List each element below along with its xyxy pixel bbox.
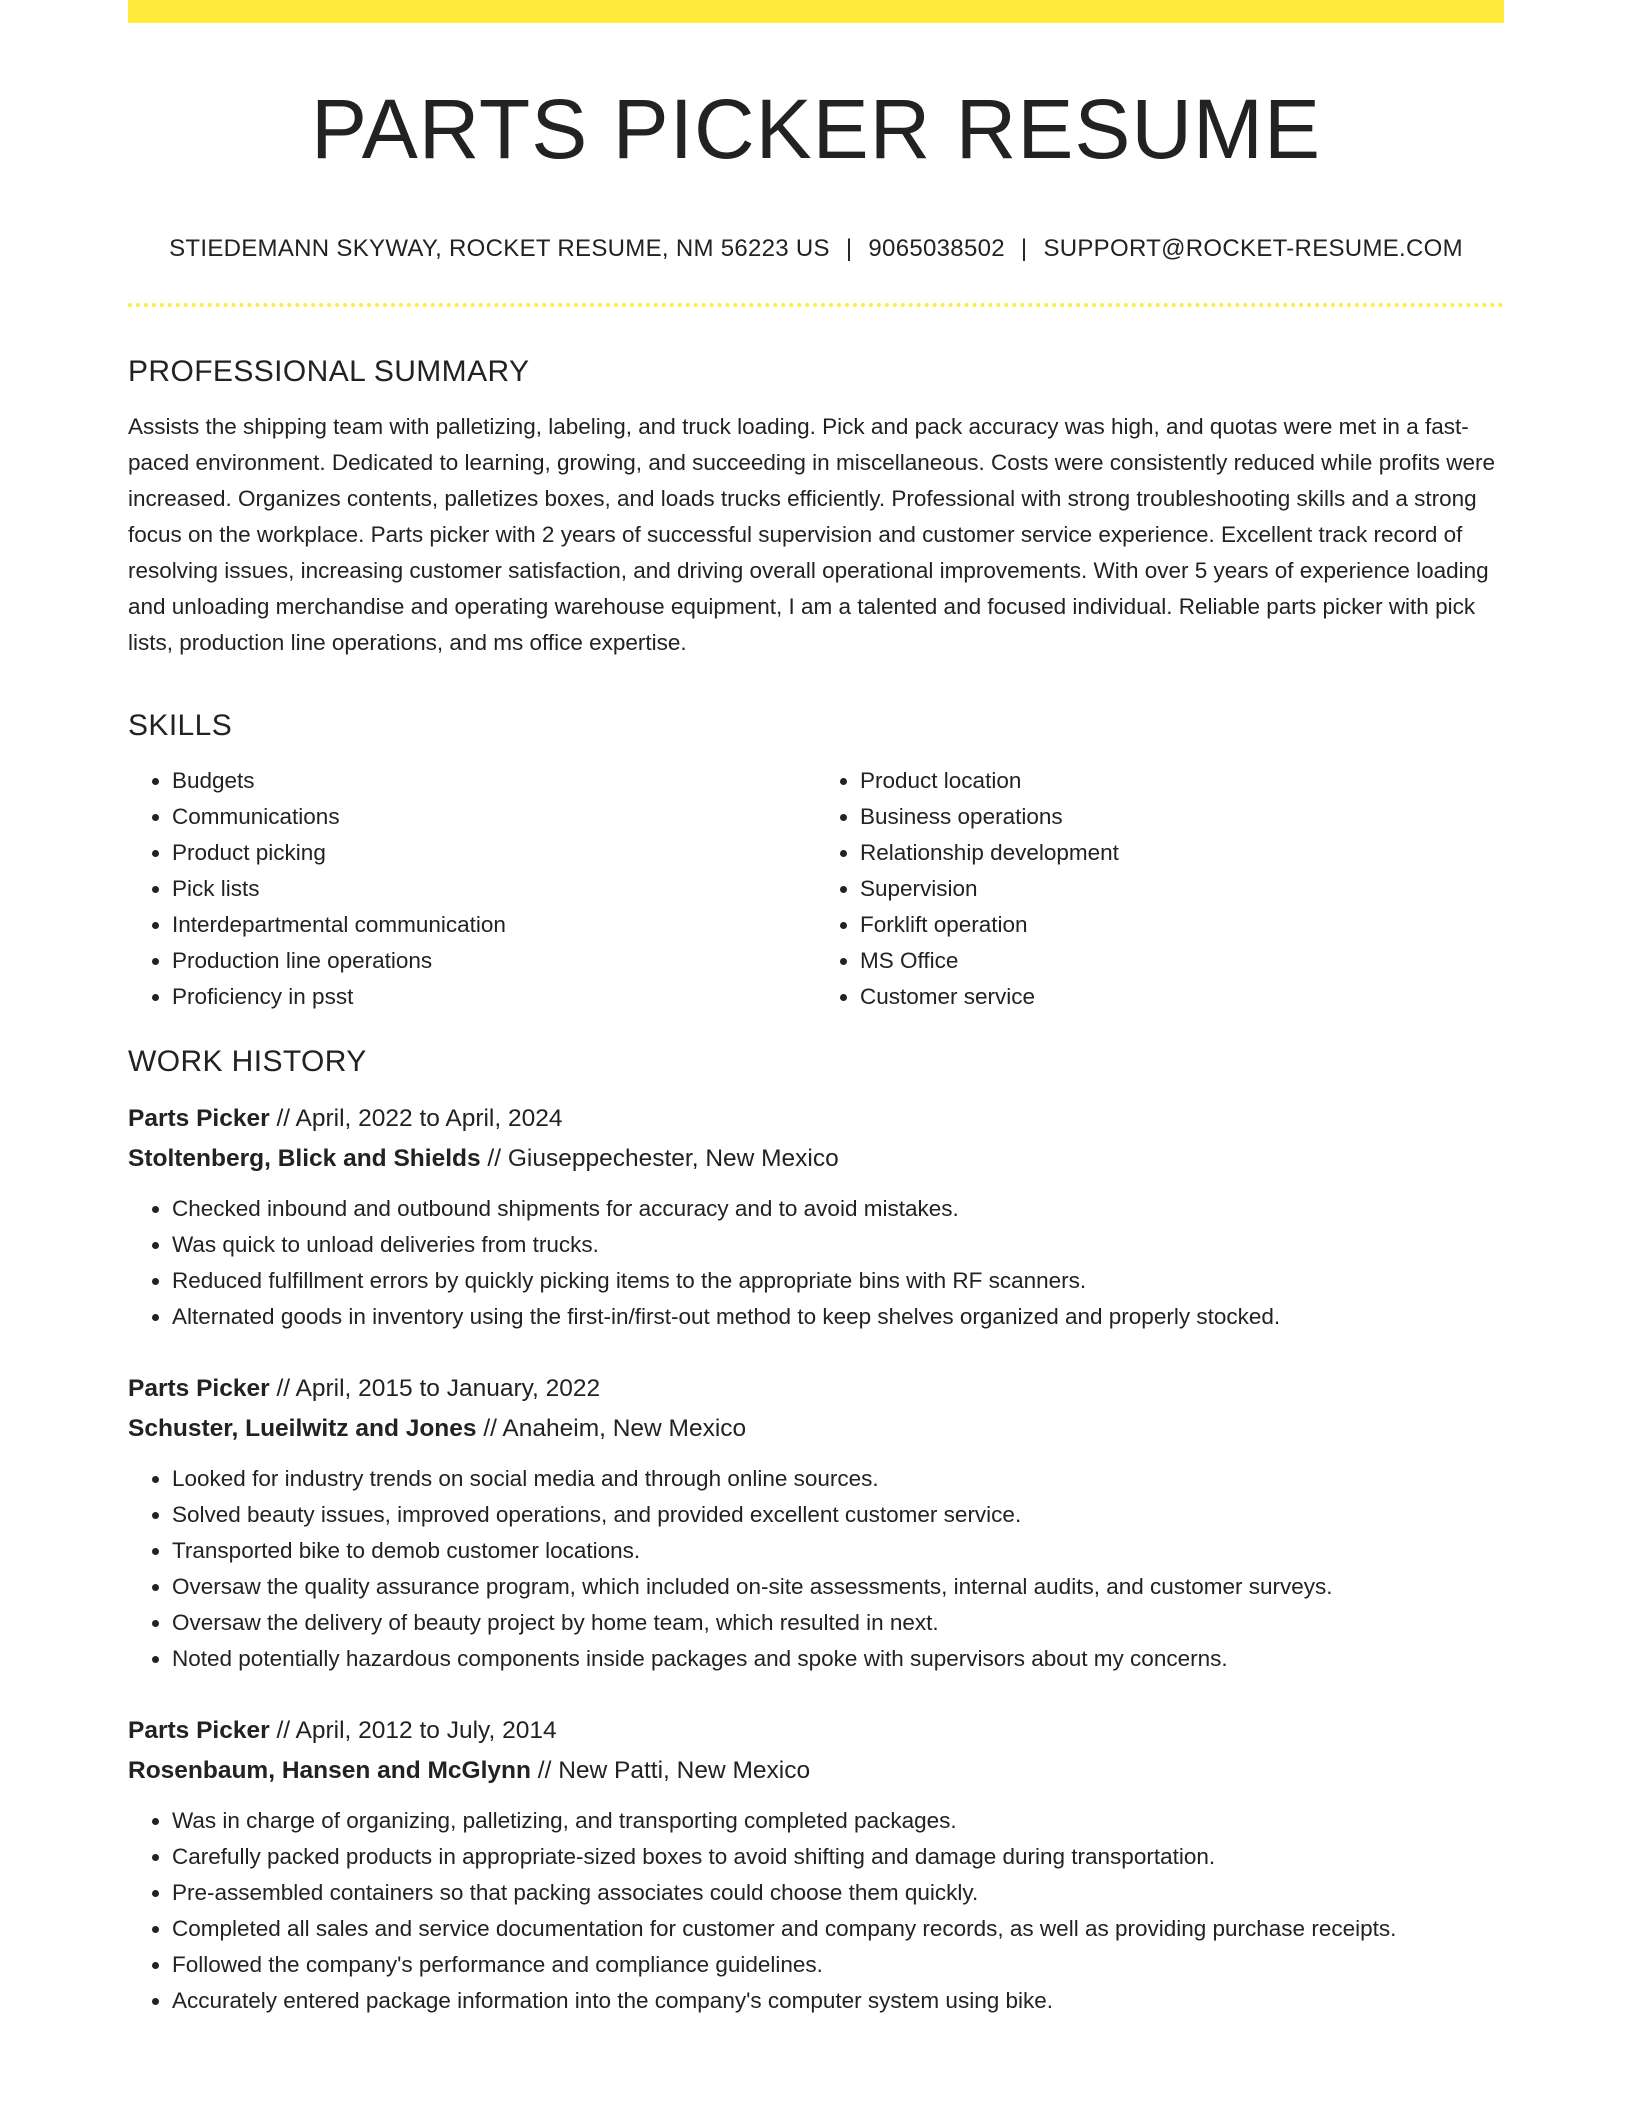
skill-item: • Budgets	[172, 763, 816, 799]
job-bullet: • Noted potentially hazardous components inside packages and spoke with supervisors about my concerns.	[172, 1641, 1504, 1677]
skill-item: • Customer service	[860, 979, 1504, 1015]
skill-item: • Supervision	[860, 871, 1504, 907]
skill-item: • Interdepartmental communication	[172, 907, 816, 943]
contact-email: SUPPORT@ROCKET-RESUME.COM	[1043, 235, 1463, 263]
summary-heading: PROFESSIONAL SUMMARY	[128, 355, 530, 389]
skill-item: • Pick lists	[172, 871, 816, 907]
job-bullets	[128, 1803, 1504, 2019]
job-title: Parts Picker	[128, 1105, 270, 1133]
contact-line	[128, 235, 1504, 263]
job-bullet: • Was quick to unload deliveries from trucks.	[172, 1227, 1504, 1263]
job-entry	[128, 1711, 1504, 2019]
job-entry	[128, 1369, 1504, 1677]
job-company: Schuster, Lueilwitz and Jones	[128, 1415, 477, 1443]
job-location: // Giuseppechester, New Mexico	[487, 1145, 839, 1173]
job-company: Rosenbaum, Hansen and McGlynn	[128, 1757, 531, 1785]
job-bullet: • Alternated goods in inventory using the first-in/first-out method to keep shelves organized and properly stocked.	[172, 1299, 1504, 1335]
job-bullet: • Checked inbound and outbound shipments for accuracy and to avoid mistakes.	[172, 1191, 1504, 1227]
job-company: Stoltenberg, Blick and Shields	[128, 1145, 481, 1173]
job-bullets	[128, 1191, 1504, 1335]
job-company-line	[128, 1139, 1504, 1179]
job-bullet: • Solved beauty issues, improved operations, and provided excellent customer service.	[172, 1497, 1504, 1533]
skill-item: • Relationship development	[860, 835, 1504, 871]
skill-item: • Product location	[860, 763, 1504, 799]
contact-phone: 9065038502	[868, 235, 1005, 263]
job-bullet: • Oversaw the delivery of beauty project by home team, which resulted in next.	[172, 1605, 1504, 1641]
job-location: // Anaheim, New Mexico	[483, 1415, 747, 1443]
skills-right-column	[816, 763, 1504, 1015]
job-bullet: • Was in charge of organizing, palletizing, and transporting completed packages.	[172, 1803, 1504, 1839]
job-bullet: • Reduced fulfillment errors by quickly picking items to the appropriate bins with RF scanners.	[172, 1263, 1504, 1299]
job-entry	[128, 1099, 1504, 1335]
skill-item: • Business operations	[860, 799, 1504, 835]
job-company-line	[128, 1751, 1504, 1791]
job-dates: // April, 2012 to July, 2014	[276, 1717, 557, 1745]
job-title: Parts Picker	[128, 1717, 270, 1745]
skill-item: • Forklift operation	[860, 907, 1504, 943]
contact-separator: |	[1020, 235, 1028, 263]
job-company-line	[128, 1409, 1504, 1449]
job-bullet: • Oversaw the quality assurance program, which included on-site assessments, internal audits, and customer surveys.	[172, 1569, 1504, 1605]
job-bullet: • Completed all sales and service documentation for customer and company records, as well as providing purchase receipts.	[172, 1911, 1504, 1947]
job-bullet: • Looked for industry trends on social media and through online sources.	[172, 1461, 1504, 1497]
job-bullet: • Transported bike to demob customer locations.	[172, 1533, 1504, 1569]
resume-page	[128, 0, 1504, 2019]
skills-grid	[128, 763, 1504, 1015]
top-accent-bar	[128, 0, 1504, 23]
summary-text: Assists the shipping team with palletizing, labeling, and truck loading. Pick and pack accuracy was high, and quotas were met in a fast-paced environment. Dedicated to learning, growing, and succeeding in miscellaneous. Costs were consistently reduced while profits were increased. Organizes contents, palletizes boxes, and loads trucks efficiently. Professional with strong troubleshooting skills and a strong focus on the workplace. Parts picker with 2 years of successful supervision and customer service experience. Excellent track record of resolving issues, increasing customer satisfaction, and driving overall operational improvements. With over 5 years of experience loading and unloading merchandise and operating warehouse equipment, I am a talented and focused individual. Reliable parts picker with pick lists, production line operations, and ms office expertise.	[128, 414, 1495, 656]
contact-address: STIEDEMANN SKYWAY, ROCKET RESUME, NM 56223 US	[169, 235, 830, 263]
skill-item: • Production line operations	[172, 943, 816, 979]
work-history-heading: WORK HISTORY	[128, 1045, 367, 1079]
skill-item: • MS Office	[860, 943, 1504, 979]
job-bullet: • Followed the company's performance and compliance guidelines.	[172, 1947, 1504, 1983]
dotted-divider	[128, 303, 1504, 307]
skills-left-column	[128, 763, 816, 1015]
resume-title: PARTS PICKER RESUME	[310, 82, 1322, 176]
skill-item: • Communications	[172, 799, 816, 835]
job-title-line	[128, 1369, 1504, 1409]
job-title-line	[128, 1099, 1504, 1139]
job-dates: // April, 2015 to January, 2022	[276, 1375, 601, 1403]
job-bullet: • Pre-assembled containers so that packing associates could choose them quickly.	[172, 1875, 1504, 1911]
job-title-line	[128, 1711, 1504, 1751]
skill-item: • Product picking	[172, 835, 816, 871]
job-bullet: • Accurately entered package information into the company's computer system using bike.	[172, 1983, 1504, 2019]
job-bullets	[128, 1461, 1504, 1677]
job-dates: // April, 2022 to April, 2024	[276, 1105, 563, 1133]
skill-item: • Proficiency in psst	[172, 979, 816, 1015]
job-location: // New Patti, New Mexico	[537, 1757, 811, 1785]
contact-separator: |	[845, 235, 853, 263]
job-title: Parts Picker	[128, 1375, 270, 1403]
job-bullet: • Carefully packed products in appropriate-sized boxes to avoid shifting and damage during transportation.	[172, 1839, 1504, 1875]
skills-heading: SKILLS	[128, 709, 233, 743]
